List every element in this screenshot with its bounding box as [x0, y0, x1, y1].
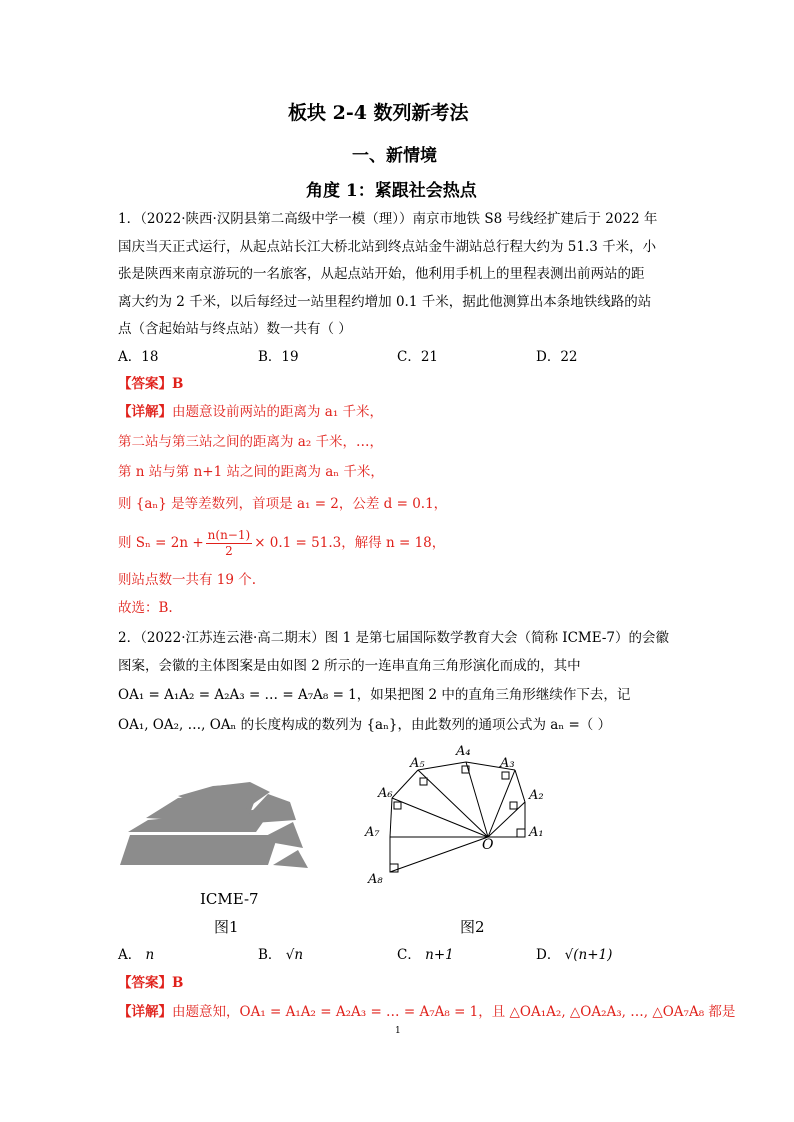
q2-line-3: OA₁ = A₁A₂ = A₂A₃ = … = A₇A₈ = 1，如果把图 2 中的直角三角形继续作下去，记: [118, 687, 631, 703]
fig2-label-a7: A₇: [365, 825, 380, 840]
fig2-label-a5: A₅: [410, 756, 425, 771]
q1-detail-line-2: 第二站与第三站之间的距离为 a₂ 千米，…，: [118, 434, 384, 450]
q1-option-d: D．22: [536, 349, 578, 365]
q2-detail-text: 由题意知，OA₁ = A₁A₂ = A₂A₃ = … = A₇A₈ = 1，且 △OA₁A₂, △OA₂A₃, …, △OA₇A₈ 都是: [172, 1004, 736, 1020]
q1-detail-line-7: 故选：B.: [118, 600, 173, 616]
section-heading: 一、新情境: [352, 146, 437, 166]
q1-fraction-num: n(n−1): [207, 528, 251, 542]
fig2-label-a1: A₁: [529, 825, 544, 840]
q2-option-c: [397, 944, 454, 966]
fig2-label-a3: A₃: [500, 756, 515, 771]
q2-option-c-label: C．: [397, 947, 421, 963]
q2-line-2: 图案，会徽的主体图案是由如图 2 所示的一连串直角三角形演化而成的，其中: [118, 658, 581, 674]
fig2-label-a4: A₄: [456, 744, 471, 759]
q2-option-a: [118, 944, 154, 966]
fig2-label-a6: A₆: [378, 786, 393, 801]
q1-detail-line-5: [118, 528, 445, 559]
q2-option-b-label: B．: [258, 947, 282, 963]
q1-fraction: [206, 528, 253, 559]
q2-detail-label: 【详解】: [118, 1004, 172, 1020]
emblem-wedge-8: [273, 850, 308, 868]
q1-detail-label: 【详解】: [118, 404, 172, 420]
q1-line-4: 离大约为 2 千米，以后每经过一站里程约增加 0.1 千米，据此他测算出本条地铁线路的站: [118, 294, 652, 310]
figure-1-emblem-text: ICME-7: [200, 890, 259, 908]
q2-option-b-value: √n: [285, 947, 304, 963]
q1-fraction-den: 2: [225, 544, 233, 558]
q2-option-a-value: n: [145, 947, 155, 963]
q2-option-b: [258, 944, 303, 966]
fig2-label-a8: A₈: [368, 872, 383, 887]
figure-1-caption: 图1: [214, 918, 239, 936]
q2-option-d-value: √(n+1): [564, 947, 613, 963]
figure-2-right-triangles: [370, 742, 560, 892]
q1-detail-line-3: 第 n 站与第 n+1 站之间的距离为 aₙ 千米，: [118, 464, 384, 480]
q1-detail-text-1: 由题意设前两站的距离为 a₁ 千米，: [172, 404, 384, 420]
q1-line-3: 张是陕西来南京游玩的一名旅客，从起点站开始，他利用手机上的里程表测出前两站的距: [118, 266, 645, 282]
q1-line-1: 1．（2022·陕西·汉阴县第二高级中学一模（理））南京市地铁 S8 号线经扩建后于 2022 年: [118, 211, 658, 227]
q1-option-a: A．18: [118, 349, 159, 365]
page-number: 1: [395, 1026, 401, 1036]
q1-answer: 【答案】B: [118, 376, 184, 392]
subsection-heading: 角度 1：紧跟社会热点: [306, 181, 477, 201]
figure-1-icme-emblem: [118, 780, 318, 892]
q1-option-c: C．21: [397, 349, 439, 365]
q1-detail-line-6: 则站点数一共有 19 个.: [118, 572, 257, 588]
q2-option-d-label: D．: [536, 947, 561, 963]
q2-line-1: 2．（2022·江苏连云港·高二期末）图 1 是第七届国际数学教育大会（简称 ICME-7）的会徽: [118, 630, 669, 646]
q1-detail-line-4: 则 {aₙ} 是等差数列，首项是 a₁ = 2，公差 d = 0.1，: [118, 496, 448, 512]
fig2-label-a2: A₂: [529, 788, 544, 803]
q1-line-2: 国庆当天正式运行，从起点站长江大桥北站到终点站金牛湖站总行程大约为 51.3 千米，小: [118, 239, 657, 255]
fig2-label-o: O: [482, 837, 494, 853]
emblem-wedge-1: [120, 835, 278, 865]
q1-sum-right: × 0.1 = 51.3，解得 n = 18，: [254, 535, 446, 551]
q2-option-d: [536, 944, 612, 966]
page-title: 板块 2-4 数列新考法: [288, 102, 469, 124]
q1-option-b: B．19: [258, 349, 299, 365]
q1-line-5: 点（含起始站与终点站）数一共有（ ）: [118, 321, 352, 337]
q2-answer: 【答案】B: [118, 975, 184, 991]
q2-detail-line-1: [118, 1001, 735, 1023]
q1-detail-line-1: [118, 401, 383, 423]
q1-sum-left: 则 Sₙ = 2n +: [118, 535, 204, 551]
q2-line-4: OA₁, OA₂, …, OAₙ 的长度构成的数列为 {aₙ}，由此数列的通项公式为 aₙ =（ ）: [118, 717, 612, 733]
figure-2-caption: 图2: [460, 918, 485, 936]
q2-option-c-value: n+1: [425, 947, 454, 963]
q2-option-a-label: A．: [118, 947, 142, 963]
